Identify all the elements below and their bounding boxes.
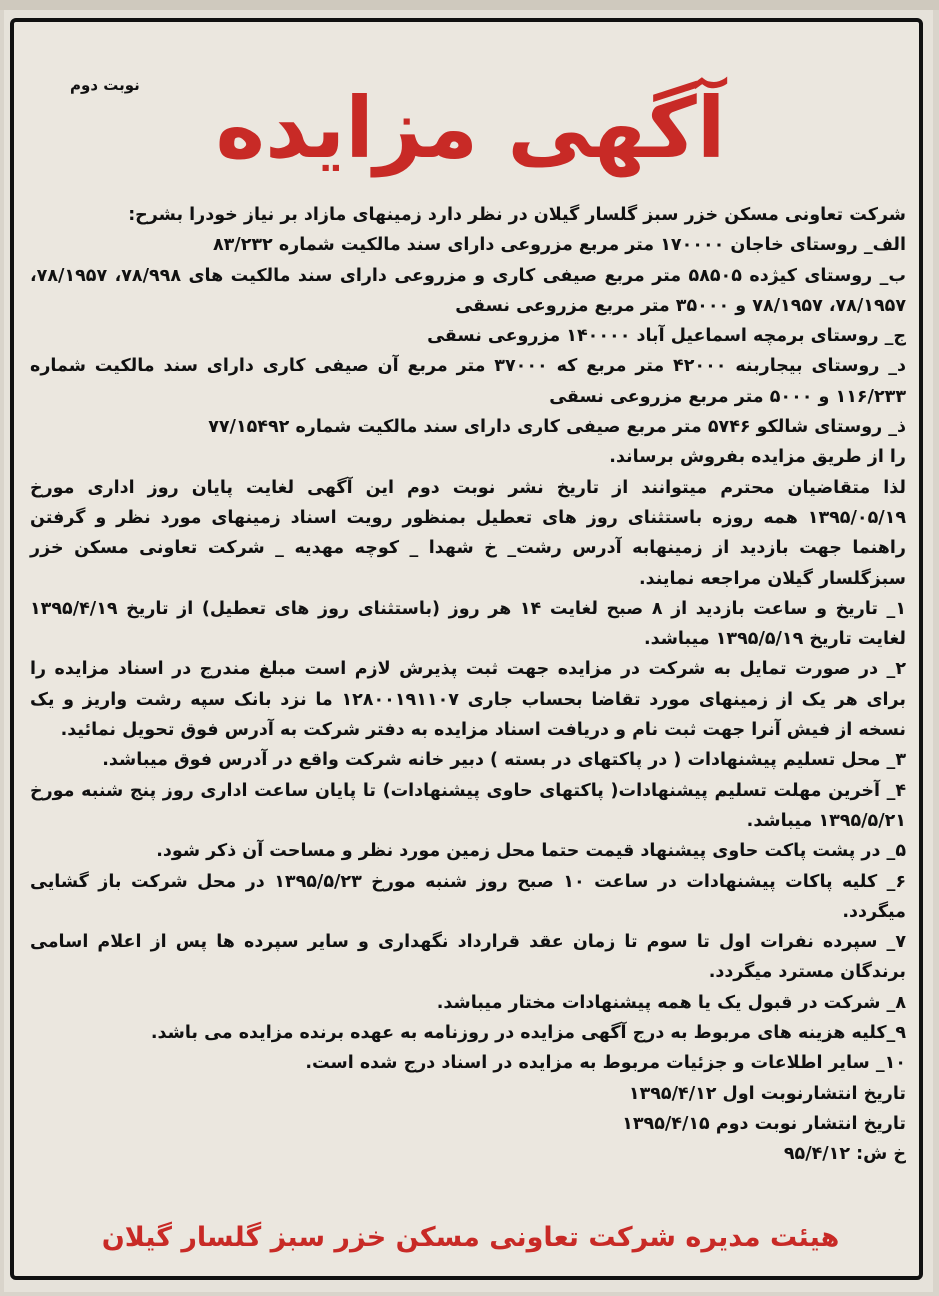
condition-item: ۱۰_ سایر اطلاعات و جزئیات مربوط به مزایده در اسناد درج شده است. bbox=[305, 1053, 906, 1074]
condition-item: ۲_ در صورت تمایل به شرکت در مزایده جهت ثبت پذیرش لازم است مبلغ مندرج در اسناد مزایده را برای هر یک از زمینهای مورد تقاضا بحساب جاری ۱۲۸۰۰۱۹۱۱۰۷ ما نزد بانک سپه رشت واریز و یک نسخه از فیش آنرا جهت ثبت نام و دریافت اسناد مزایده به دفتر شرکت به آدرس فوق تحویل نمائید. bbox=[30, 659, 906, 741]
publication-date-first: تاریخ انتشارنوبت اول ۱۳۹۵/۴/۱۲ bbox=[628, 1083, 906, 1104]
sale-line: را از طریق مزایده بفروش برساند. bbox=[609, 447, 906, 468]
land-item: ج_ روستای برمچه اسماعیل آباد ۱۴۰۰۰۰ مزروعی نسقی bbox=[427, 326, 906, 347]
condition-item: ۴_ آخرین مهلت تسلیم پیشنهادات( پاکتهای حاوی پیشنهادات) تا پایان ساعت اداری روز پنج شنبه مورخ ۱۳۹۵/۵/۲۱ میباشد. bbox=[30, 780, 906, 831]
notice-title: آگهی مزایده bbox=[215, 79, 726, 177]
condition-item: ۱_ تاریخ و ساعت بازدید از ۸ صبح لغایت ۱۴ هر روز (باستثنای روز های تعطیل) از تاریخ ۱۳۹۵/۴/۱۹ لغایت تاریخ ۱۳۹۵/۵/۱۹ میباشد. bbox=[30, 598, 906, 650]
land-item: ب_ روستای کیژده ۵۸۵۰۵ متر مربع صیفی کاری و مزروعی دارای سند مالکیت های ۷۸/۹۹۸، ۷۸/۱۹۵۷، ۷۸/۱۹۵۷، ۷۸/۱۹۵۷ و ۳۵۰۰۰ متر مربع مزروعی نسقی bbox=[30, 265, 906, 316]
top-strip bbox=[0, 0, 939, 10]
condition-item: ۳_ محل تسلیم پیشنهادات ( در پاکتهای در بسته ) دبیر خانه شرکت واقع در آدرس فوق میباشد. bbox=[102, 750, 906, 771]
notice-body bbox=[30, 200, 906, 1170]
land-item: ذ_ روستای شالکو ۵۷۴۶ متر مربع صیفی کاری دارای سند مالکیت شماره ۷۷/۱۵۴۹۲ bbox=[208, 417, 906, 438]
notice-intro: شرکت تعاونی مسکن خزر سبز گلسار گیلان در نظر دارد زمینهای مازاد بر نیاز خودرا بشرح: bbox=[128, 205, 906, 225]
condition-item: ۷_ سپرده نفرات اول تا سوم تا زمان عقد قرارداد نگهداری و سایر سپرده ها پس از اعلام اسامی برندگان مسترد میگردد. bbox=[30, 932, 906, 983]
condition-item: ۶_ کلیه پاکات پیشنهادات در ساعت ۱۰ صبح روز شنبه مورخ ۱۳۹۵/۵/۲۳ در محل شرکت باز گشایی میگردد. bbox=[30, 871, 907, 922]
notice-frame bbox=[10, 18, 923, 1280]
land-item: الف_ روستای خاجان ۱۷۰۰۰۰ متر مربع مزروعی دارای سند مالکیت شماره ۸۳/۲۳۲ bbox=[212, 235, 906, 256]
board-signature: هیئت مدیره شرکت تعاونی مسکن خزر سبز گلسار گیلان bbox=[101, 1222, 840, 1253]
condition-item: ۵_ در پشت پاکت حاوی پیشنهاد قیمت حتما محل زمین مورد نظر و مساحت آن ذکر شود. bbox=[156, 841, 906, 862]
condition-item: ۸_ شرکت در قبول یک یا همه پیشنهادات مختار میباشد. bbox=[436, 992, 906, 1013]
edition-label: نوبت دوم bbox=[70, 76, 140, 94]
reference-code: خ ش: ۹۵/۴/۱۲ bbox=[783, 1144, 906, 1165]
condition-item: ۹_کلیه هزینه های مربوط به درج آگهی مزایده در روزنامه به عهده برنده مزایده می باشد. bbox=[150, 1023, 906, 1044]
land-item: د_ روستای بیجاربنه ۴۲۰۰۰ متر مربع که ۳۷۰۰۰ متر مربع آن صیفی کاری دارای سند مالکیت شماره ۱۱۶/۲۳۳ و ۵۰۰۰ متر مربع مزروعی نسقی bbox=[30, 356, 906, 407]
newspaper-page bbox=[4, 10, 933, 1292]
invitation-paragraph: لذا متقاضیان محترم میتوانند از تاریخ نشر نوبت دوم این آگهی لغایت پایان روز اداری مورخ ۱۳۹۵/۰۵/۱۹ همه روزه باستثنای روز های تعطیل بمنظور رویت اسناد زمینهای مورد نظر و گرفتن راهنما جهت بازدید از زمینهابه آدرس رشت_ خ شهدا _ کوچه مهدیه _ شرکت تعاونی مسکن خزر سبزگلسار گیلان مراجعه نمایند. bbox=[30, 477, 906, 589]
publication-date-second: تاریخ انتشار نوبت دوم ۱۳۹۵/۴/۱۵ bbox=[622, 1113, 906, 1134]
